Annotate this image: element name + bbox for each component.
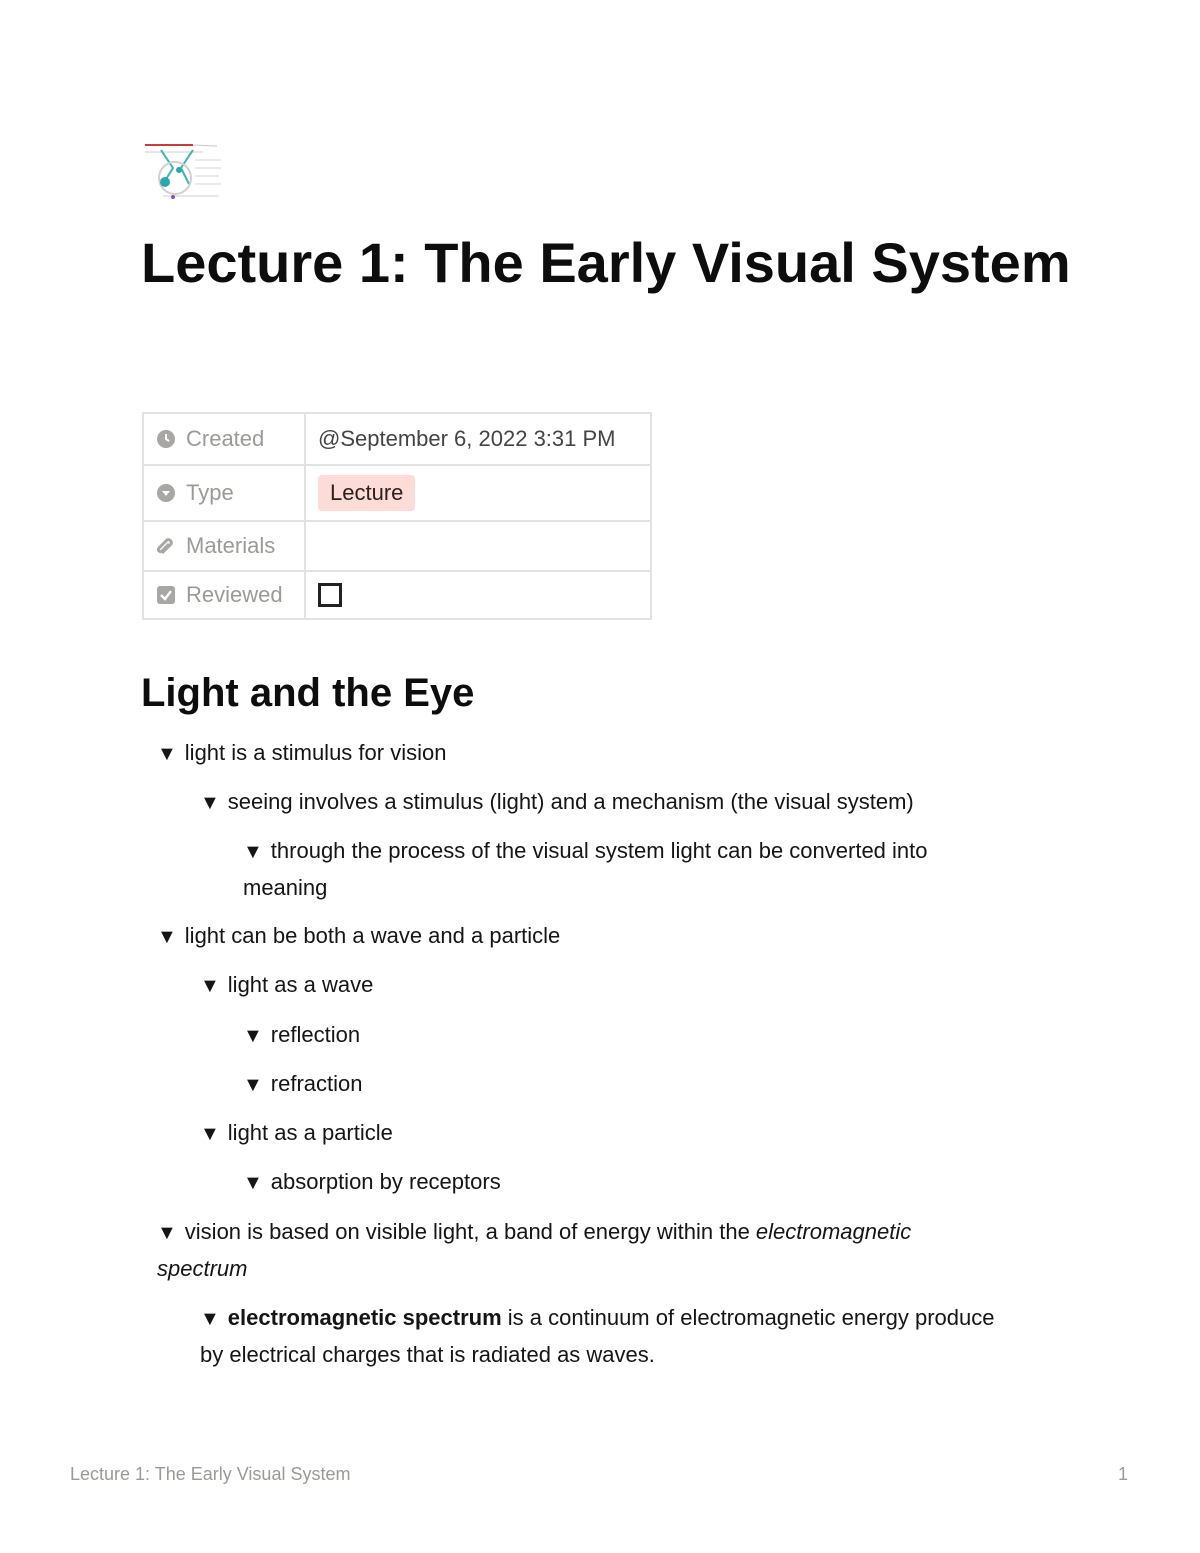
toggle-item[interactable] xyxy=(243,1017,360,1054)
property-row-materials xyxy=(143,521,651,571)
toggle-arrow-icon[interactable]: ▼ xyxy=(200,975,220,997)
property-value-cell[interactable] xyxy=(305,465,651,521)
toggle-arrow-icon[interactable]: ▼ xyxy=(243,1172,263,1194)
toggle-arrow-icon[interactable]: ▼ xyxy=(157,926,177,948)
toggle-text-continued: meaning xyxy=(243,875,328,900)
toggle-item[interactable] xyxy=(243,833,1003,906)
toggle-item[interactable] xyxy=(200,967,373,1004)
property-name-cell xyxy=(143,571,305,619)
toggle-item[interactable] xyxy=(243,1066,363,1103)
property-name-cell xyxy=(143,521,305,571)
toggle-item[interactable] xyxy=(157,735,446,772)
toggle-text: light is a stimulus for vision xyxy=(184,740,447,765)
property-label: Materials xyxy=(186,533,276,558)
toggle-text: light as a particle xyxy=(227,1120,393,1145)
toggle-item[interactable] xyxy=(243,1164,501,1201)
toggle-text-continued: by electrical charges that is radiated as waves. xyxy=(200,1342,655,1367)
toggle-arrow-icon[interactable]: ▼ xyxy=(200,1123,220,1145)
footer-title: Lecture 1: The Early Visual System xyxy=(70,1464,351,1484)
toggle-arrow-icon[interactable]: ▼ xyxy=(243,1025,263,1047)
attachment-icon xyxy=(156,536,176,556)
toggle-item[interactable] xyxy=(200,1300,1080,1373)
property-label: Reviewed xyxy=(186,582,283,607)
property-label: Created xyxy=(186,426,265,451)
toggle-item[interactable] xyxy=(157,1214,1017,1287)
toggle-text: vision is based on visible light, a band of energy within the xyxy=(184,1219,756,1244)
toggle-arrow-icon[interactable]: ▼ xyxy=(200,1308,220,1330)
toggle-text: through the process of the visual system light can be converted into xyxy=(270,838,928,863)
page-cover-icon xyxy=(143,140,225,202)
toggle-item[interactable] xyxy=(200,1115,393,1152)
property-value-cell[interactable] xyxy=(305,571,651,619)
toggle-text-italic-continued: spectrum xyxy=(157,1256,248,1281)
toggle-item[interactable] xyxy=(157,918,560,955)
property-name-cell xyxy=(143,465,305,521)
checkbox-icon xyxy=(156,585,176,605)
property-row-reviewed xyxy=(143,571,651,619)
created-date-value: @September 6, 2022 3:31 PM xyxy=(318,426,616,451)
toggle-item[interactable] xyxy=(200,784,914,821)
reviewed-checkbox[interactable] xyxy=(318,583,342,607)
toggle-arrow-icon[interactable]: ▼ xyxy=(157,1222,177,1244)
toggle-text: reflection xyxy=(270,1022,361,1047)
toggle-arrow-icon[interactable]: ▼ xyxy=(157,743,177,765)
toggle-text: absorption by receptors xyxy=(270,1169,501,1194)
footer-page-number: 1 xyxy=(1118,1464,1129,1484)
property-name-cell xyxy=(143,413,305,465)
toggle-text-bold-term: electromagnetic spectrum xyxy=(227,1305,502,1330)
section-heading: Light and the Eye xyxy=(141,671,475,715)
toggle-arrow-icon[interactable]: ▼ xyxy=(243,841,263,863)
select-icon xyxy=(156,483,176,503)
property-row-type xyxy=(143,465,651,521)
toggle-text: light as a wave xyxy=(227,972,374,997)
toggle-text: seeing involves a stimulus (light) and a mechanism (the visual system) xyxy=(227,789,914,814)
page-title: Lecture 1: The Early Visual System xyxy=(141,231,1071,294)
toggle-text: refraction xyxy=(270,1071,363,1096)
properties-table xyxy=(142,412,652,620)
type-tag[interactable]: Lecture xyxy=(318,475,415,511)
toggle-arrow-icon[interactable]: ▼ xyxy=(243,1074,263,1096)
toggle-arrow-icon[interactable]: ▼ xyxy=(200,792,220,814)
toggle-text: is a continuum of electromagnetic energy produce xyxy=(501,1305,995,1330)
toggle-text-italic: electromagnetic xyxy=(755,1219,912,1244)
toggle-text: light can be both a wave and a particle xyxy=(184,923,561,948)
clock-icon xyxy=(156,429,176,449)
property-value-cell[interactable] xyxy=(305,413,651,465)
property-row-created xyxy=(143,413,651,465)
property-label: Type xyxy=(186,480,234,505)
property-value-cell[interactable] xyxy=(305,521,651,571)
